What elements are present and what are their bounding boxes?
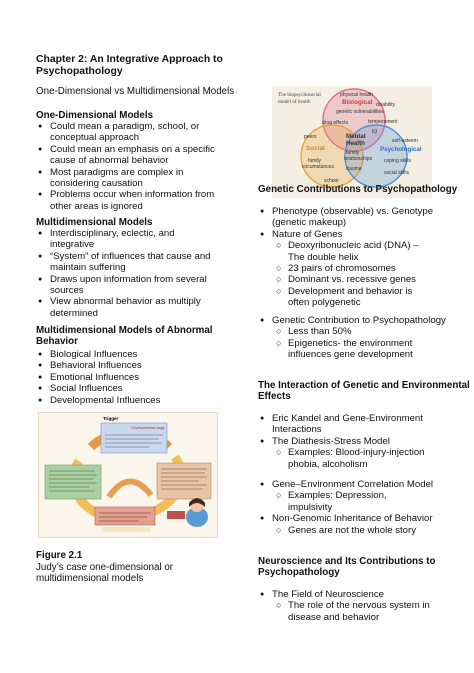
list-item-text: ○ Deoxyribonucleic acid (DNA) –	[288, 240, 419, 252]
sub-list-item	[258, 447, 463, 470]
list-item-text: ● Most paradigms are complex in	[50, 166, 184, 178]
label-iq: IQ	[372, 129, 378, 135]
figure-label: Figure 2.1	[36, 550, 83, 561]
influences-list	[36, 349, 251, 406]
list-item-text: ○ Examples: Depression,	[288, 490, 387, 502]
list-item	[36, 167, 251, 190]
venn-caption-line2: model of health	[278, 99, 311, 105]
interaction-heading-line1: The Interaction of Genetic and Environmental	[258, 380, 470, 391]
list-item: ● Genetic Contribution to Psychopathology	[258, 315, 463, 326]
label-family-circumstances-2: circumstances	[302, 164, 334, 170]
sub-list-item	[258, 240, 463, 263]
list-item-text: ● Interdisciplinary, eclectic, and	[50, 228, 175, 239]
list-item	[36, 189, 251, 212]
models-subtitle: One-Dimensional vs Multidimensional Models	[36, 86, 235, 97]
list-item: ● Social Influences	[36, 383, 251, 394]
list-item-text: ○ Examples: Blood-injury-injection	[288, 447, 425, 459]
list-item-text: ○ Epigenetics- the environment	[288, 337, 413, 349]
venn-caption-line1: The biopsychosocial	[278, 92, 321, 98]
label-social-skills: social skills	[384, 170, 410, 176]
figure-caption-line1: Judy’s case one-dimensional or	[36, 561, 174, 573]
cycle-arrow-inner	[109, 481, 151, 497]
list-item	[36, 274, 251, 297]
neuro-list	[258, 589, 463, 623]
list-item	[36, 121, 251, 144]
label-coping-skills: coping skills	[384, 158, 411, 164]
list-item-text: disease and behavior	[288, 611, 380, 623]
label-temperament: temperament	[368, 119, 398, 125]
interaction-heading-line2: Effects	[258, 391, 291, 403]
sub-list-item	[258, 286, 463, 309]
list-item: ● The Diathesis-Stress Model	[258, 436, 463, 447]
psychological-title: Psychological	[380, 146, 422, 153]
list-item-text: The double helix	[288, 251, 359, 263]
biopsychosocial-venn	[272, 86, 432, 198]
chapter-title	[36, 54, 251, 78]
list-item-text: ● Eric Kandel and Gene-Environment	[272, 413, 423, 424]
list-item-text: maintain suffering	[50, 262, 126, 274]
multi-dim-list	[36, 228, 251, 319]
genetic-contribution-list	[258, 315, 463, 361]
label-genetic-vulnerabilities: genetic vulnerabilities	[336, 109, 384, 115]
sub-list-item: ○ 23 pairs of chromosomes	[258, 263, 463, 274]
neuro-heading-line1: Neuroscience and Its Contributions to	[258, 556, 436, 567]
figure-caption	[36, 550, 173, 585]
list-item: ● Non-Genomic Inheritance of Behavior	[258, 513, 463, 524]
list-item-text: ● “System” of influences that cause and	[50, 250, 211, 262]
sub-list-item	[258, 490, 463, 513]
label-drug-effects: drug effects	[322, 120, 349, 126]
list-item: ● The Field of Neuroscience	[258, 589, 463, 600]
list-item-text: ○ The role of the nervous system in	[288, 600, 430, 612]
biological-title: Biological	[342, 99, 373, 106]
one-dim-list	[36, 121, 251, 212]
list-item: ● Developmental Influences	[36, 395, 251, 406]
list-item-text: (genetic makeup)	[272, 217, 347, 229]
list-item-text: phobia, alcoholism	[288, 458, 368, 470]
list-item-text: impulsivity	[288, 501, 333, 513]
list-item-text: ● View abnormal behavior as multiply	[50, 296, 201, 308]
label-family-relationships-1: family	[346, 150, 360, 156]
interaction-list	[258, 413, 463, 470]
mental-health-line2: Health	[346, 140, 365, 147]
label-school: school	[324, 178, 339, 184]
list-item-text: Interactions	[272, 424, 322, 436]
list-item	[36, 144, 251, 167]
label-disability: disability	[376, 102, 396, 108]
list-item	[36, 251, 251, 274]
list-item-text: ● Could mean an emphasis on a specific	[50, 143, 215, 155]
developmental-stage-label: Developmental stage	[131, 426, 165, 430]
label-self-esteem: self-esteem	[392, 138, 418, 144]
list-item-text: ● Phenotype (observable) vs. Genotype	[272, 206, 434, 217]
sub-list-item	[258, 600, 463, 623]
list-item-text: influences gene development	[288, 349, 413, 361]
trigger-label: Trigger	[103, 416, 119, 421]
list-item: ● Emotional Influences	[36, 372, 251, 383]
list-item	[36, 228, 251, 251]
list-item-text: ○ Development and behavior is	[288, 285, 413, 297]
list-item	[258, 206, 463, 229]
sub-list-item: ○ Dominant vs. recessive genes	[258, 274, 463, 285]
list-item: ● Gene–Environment Correlation Model	[258, 479, 463, 490]
neuro-heading	[258, 556, 435, 579]
judy-case-diagram	[39, 413, 217, 537]
label-physical-health: physical health	[340, 92, 374, 98]
correlation-list	[258, 479, 463, 536]
abnormal-heading	[36, 325, 213, 348]
social-title: Social	[306, 145, 325, 152]
list-item-text: other areas is ignored	[50, 200, 143, 212]
genetic-list	[258, 206, 463, 309]
sub-list-item	[258, 338, 463, 361]
label-family-relationships-2: relationships	[344, 156, 373, 162]
neuro-heading-line2: Psychopathology	[258, 567, 340, 579]
chapter-title-line1: Chapter 2: An Integrative Approach to	[36, 54, 223, 65]
judy-case-figure	[38, 412, 218, 538]
chapter-title-line2: Psychopathology	[36, 66, 123, 77]
list-item: ● Nature of Genes	[258, 229, 463, 240]
multi-dim-heading: Multidimensional Models	[36, 217, 153, 228]
disorder-tag	[167, 511, 185, 519]
list-item-text: conceptual approach	[50, 132, 140, 144]
list-item: ● Biological Influences	[36, 349, 251, 360]
caption-strip	[101, 527, 151, 532]
list-item: ● Behavioral Influences	[36, 360, 251, 371]
abnormal-heading-line2: Behavior	[36, 336, 78, 348]
sub-list-item: ○ Less than 50%	[258, 326, 463, 337]
emotional-box	[95, 507, 155, 525]
list-item	[258, 413, 463, 436]
list-item-text: determined	[50, 307, 98, 319]
interaction-heading	[258, 380, 470, 403]
list-item-text: integrative	[50, 239, 95, 251]
list-item-text: ● Draws upon information from several	[50, 273, 207, 285]
venn-diagram	[272, 86, 432, 198]
list-item-text: cause of abnormal behavior	[50, 155, 169, 167]
label-peers: peers	[304, 134, 317, 140]
mental-health-line1: Mental	[346, 133, 366, 140]
label-family-circumstances-1: family	[308, 158, 322, 164]
social-box	[45, 465, 101, 499]
list-item-text: considering causation	[50, 178, 143, 190]
list-item-text: ● Could mean a paradigm, school, or	[50, 121, 200, 132]
figure-caption-line2: multidimensional models	[36, 573, 144, 585]
list-item	[36, 296, 251, 319]
one-dim-heading: One-Dimensional Models	[36, 110, 154, 121]
abnormal-heading-line1: Multidimensional Models of Abnormal	[36, 325, 213, 336]
list-item-text: often polygenetic	[288, 297, 361, 309]
genetic-heading: Genetic Contributions to Psychopathology	[258, 184, 458, 195]
judy-person-icon	[186, 498, 208, 527]
list-item-text: ● Problems occur when information from	[50, 189, 215, 201]
sub-list-item: ○ Genes are not the whole story	[258, 525, 463, 536]
list-item-text: sources	[50, 285, 84, 297]
label-trauma: trauma	[346, 166, 362, 172]
